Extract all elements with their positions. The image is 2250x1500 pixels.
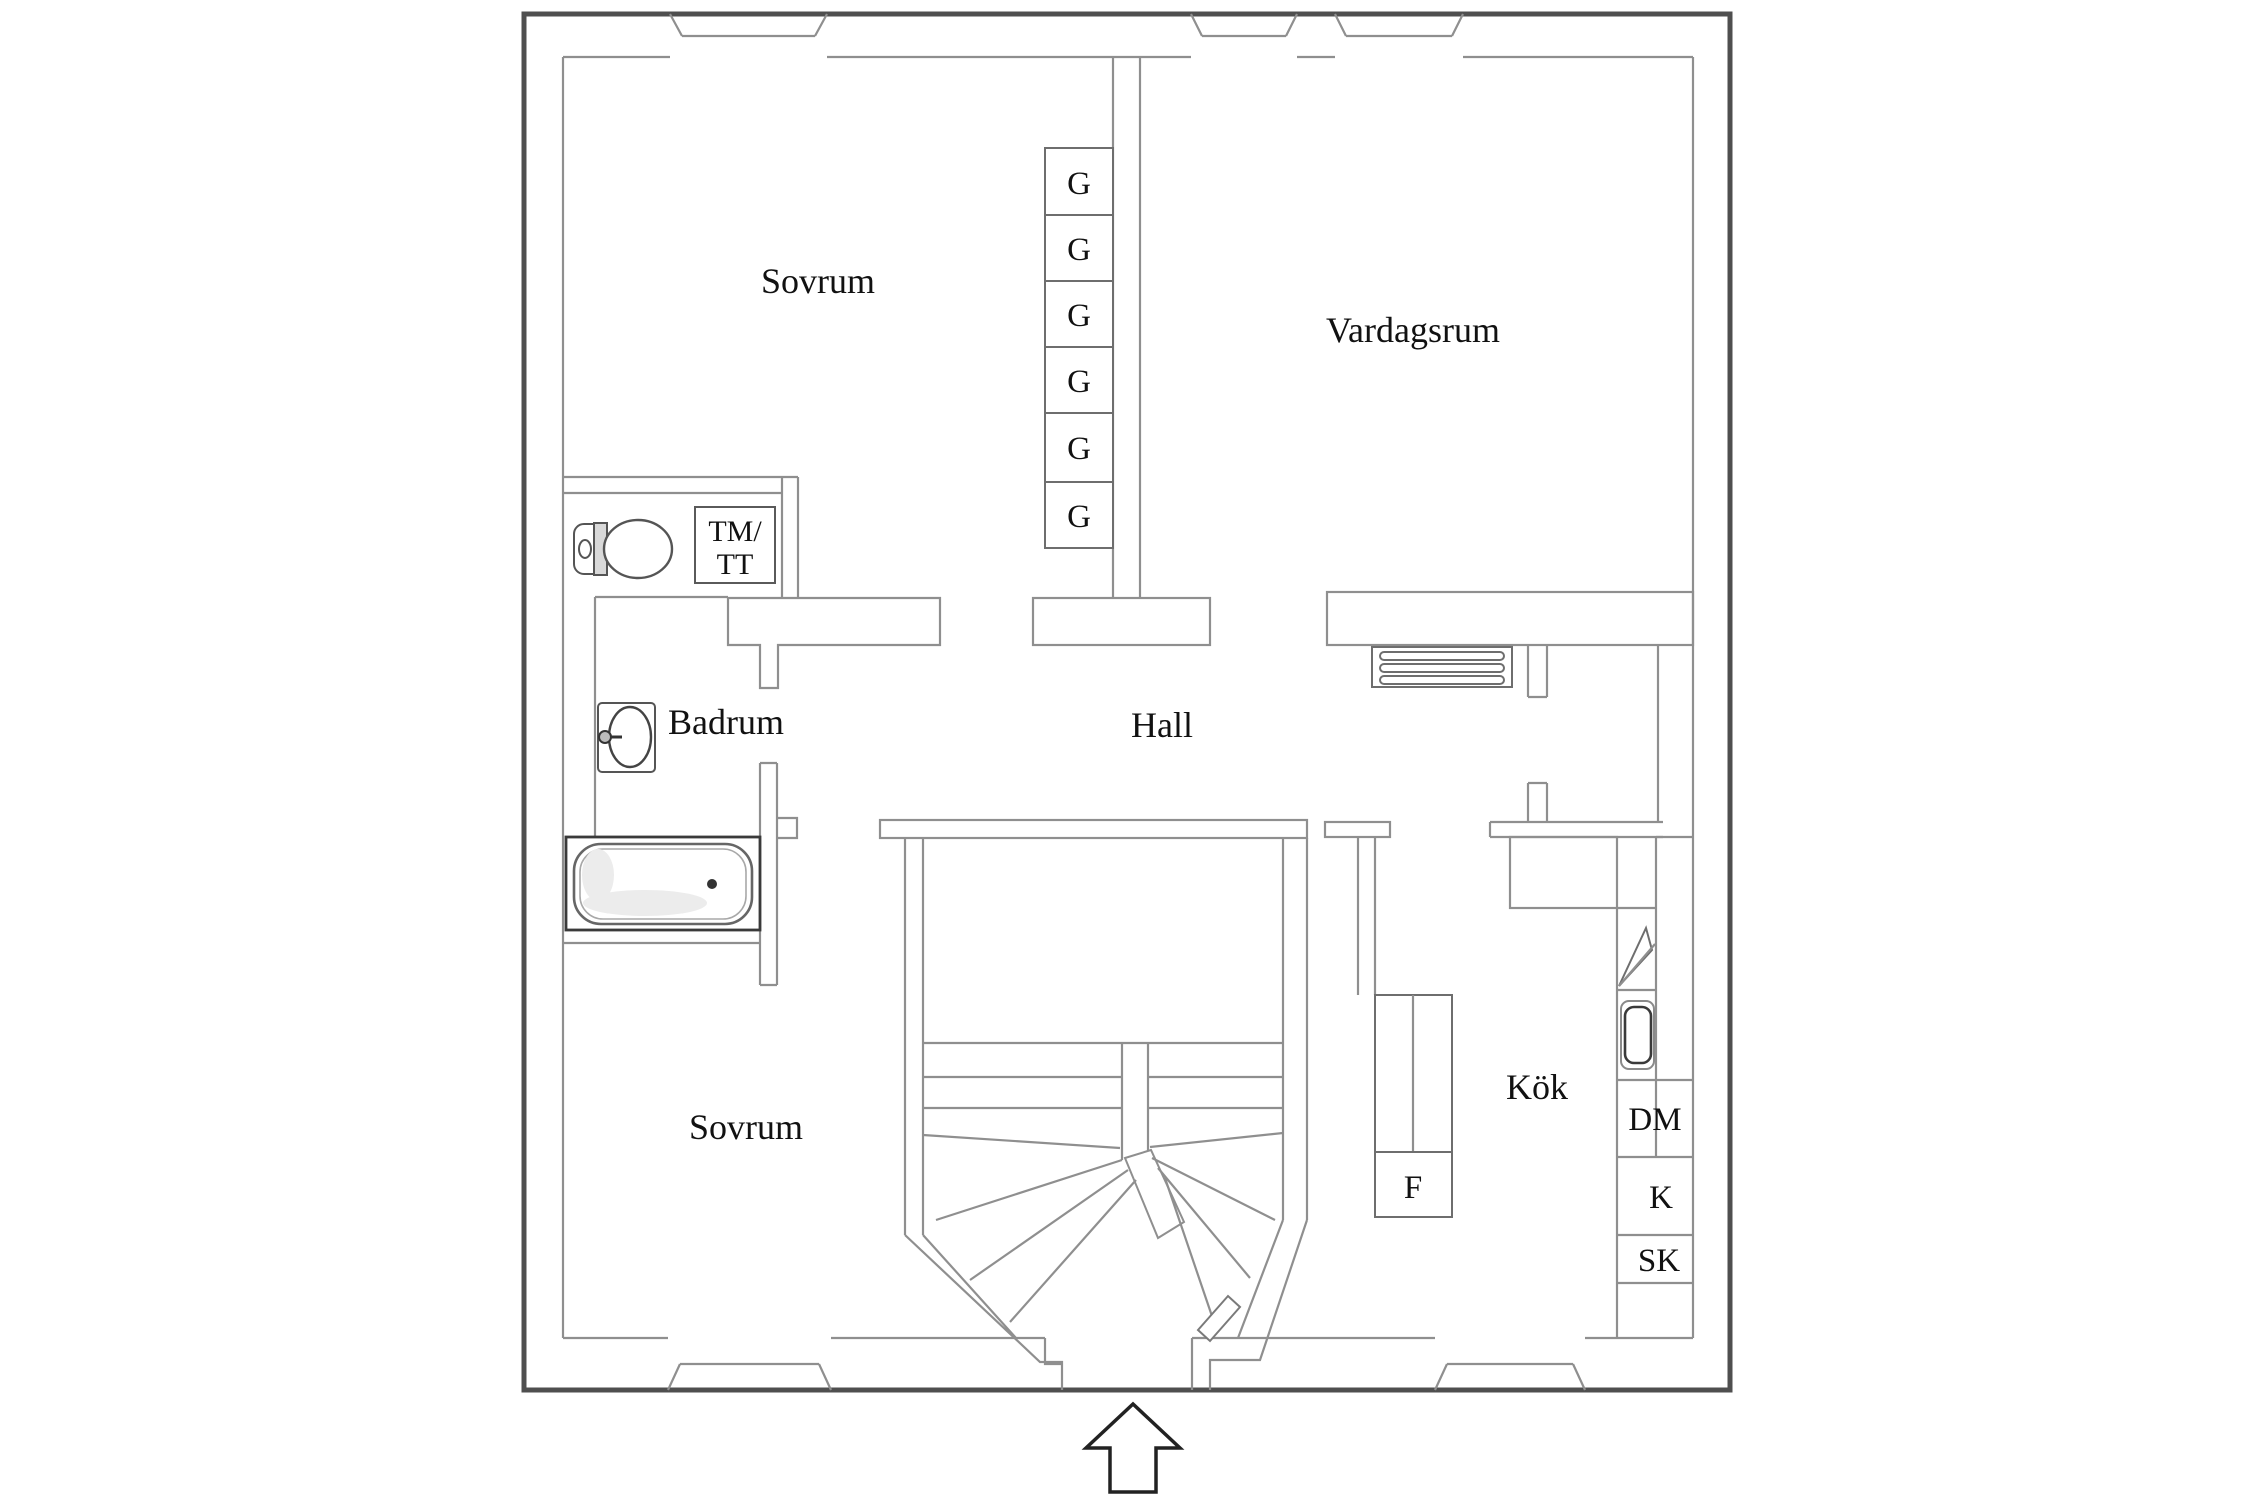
wardrobe-label: G (1067, 499, 1091, 535)
room-label-hall: Hall (1131, 705, 1193, 745)
wardrobe-cell (1045, 148, 1113, 215)
bathtub-drain (707, 879, 717, 889)
dishwasher-label: DM (1628, 1102, 1682, 1138)
entrance-door-icon (1198, 1296, 1240, 1341)
room-label-sovrum-top: Sovrum (760, 261, 876, 301)
bathtub-icon (566, 837, 760, 930)
wardrobe-label: G (1067, 298, 1091, 334)
sink-icon (598, 703, 655, 772)
wardrobe-cell (1045, 347, 1113, 413)
wardrobe-column (1045, 148, 1113, 548)
wardrobe-label: G (1067, 232, 1091, 268)
entrance-arrow-icon (1086, 1404, 1180, 1492)
wardrobe-label: G (1067, 364, 1091, 400)
radiator-icon (1372, 647, 1512, 687)
room-label-vardagsrum: Vardagsrum (1326, 310, 1500, 350)
washer-dryer-label-line2: TT (716, 548, 754, 581)
window-icon (668, 1364, 831, 1390)
window-icon (1435, 1364, 1585, 1390)
freezer-label: F (1403, 1170, 1423, 1206)
wardrobe-label: G (1067, 166, 1091, 202)
window-icon (670, 14, 827, 36)
washer-dryer-label-line1: TM/ (708, 515, 762, 548)
wardrobe-label: G (1067, 431, 1091, 467)
room-label-sovrum-bottom: Sovrum (688, 1107, 804, 1147)
room-label-kok: Kök (1506, 1067, 1568, 1107)
fridge-label: K (1649, 1180, 1673, 1216)
toilet-icon (574, 520, 672, 578)
freezer-cell (1375, 1152, 1452, 1217)
window-icon (1335, 14, 1463, 36)
staircase (923, 1043, 1283, 1325)
wardrobe-cell (1045, 413, 1113, 482)
kitchen-sink-icon (1621, 1001, 1654, 1069)
room-label-badrum: Badrum (668, 702, 784, 742)
window-icon (1191, 14, 1297, 36)
wardrobe-cell (1045, 281, 1113, 347)
wardrobe-cell (1045, 482, 1113, 548)
wardrobe-cell (1045, 215, 1113, 281)
cupboard-label: SK (1637, 1243, 1681, 1279)
washer-dryer-box (695, 507, 775, 583)
stove-icon (1619, 928, 1655, 986)
kitchen-tall-cabinet (1375, 995, 1452, 1152)
